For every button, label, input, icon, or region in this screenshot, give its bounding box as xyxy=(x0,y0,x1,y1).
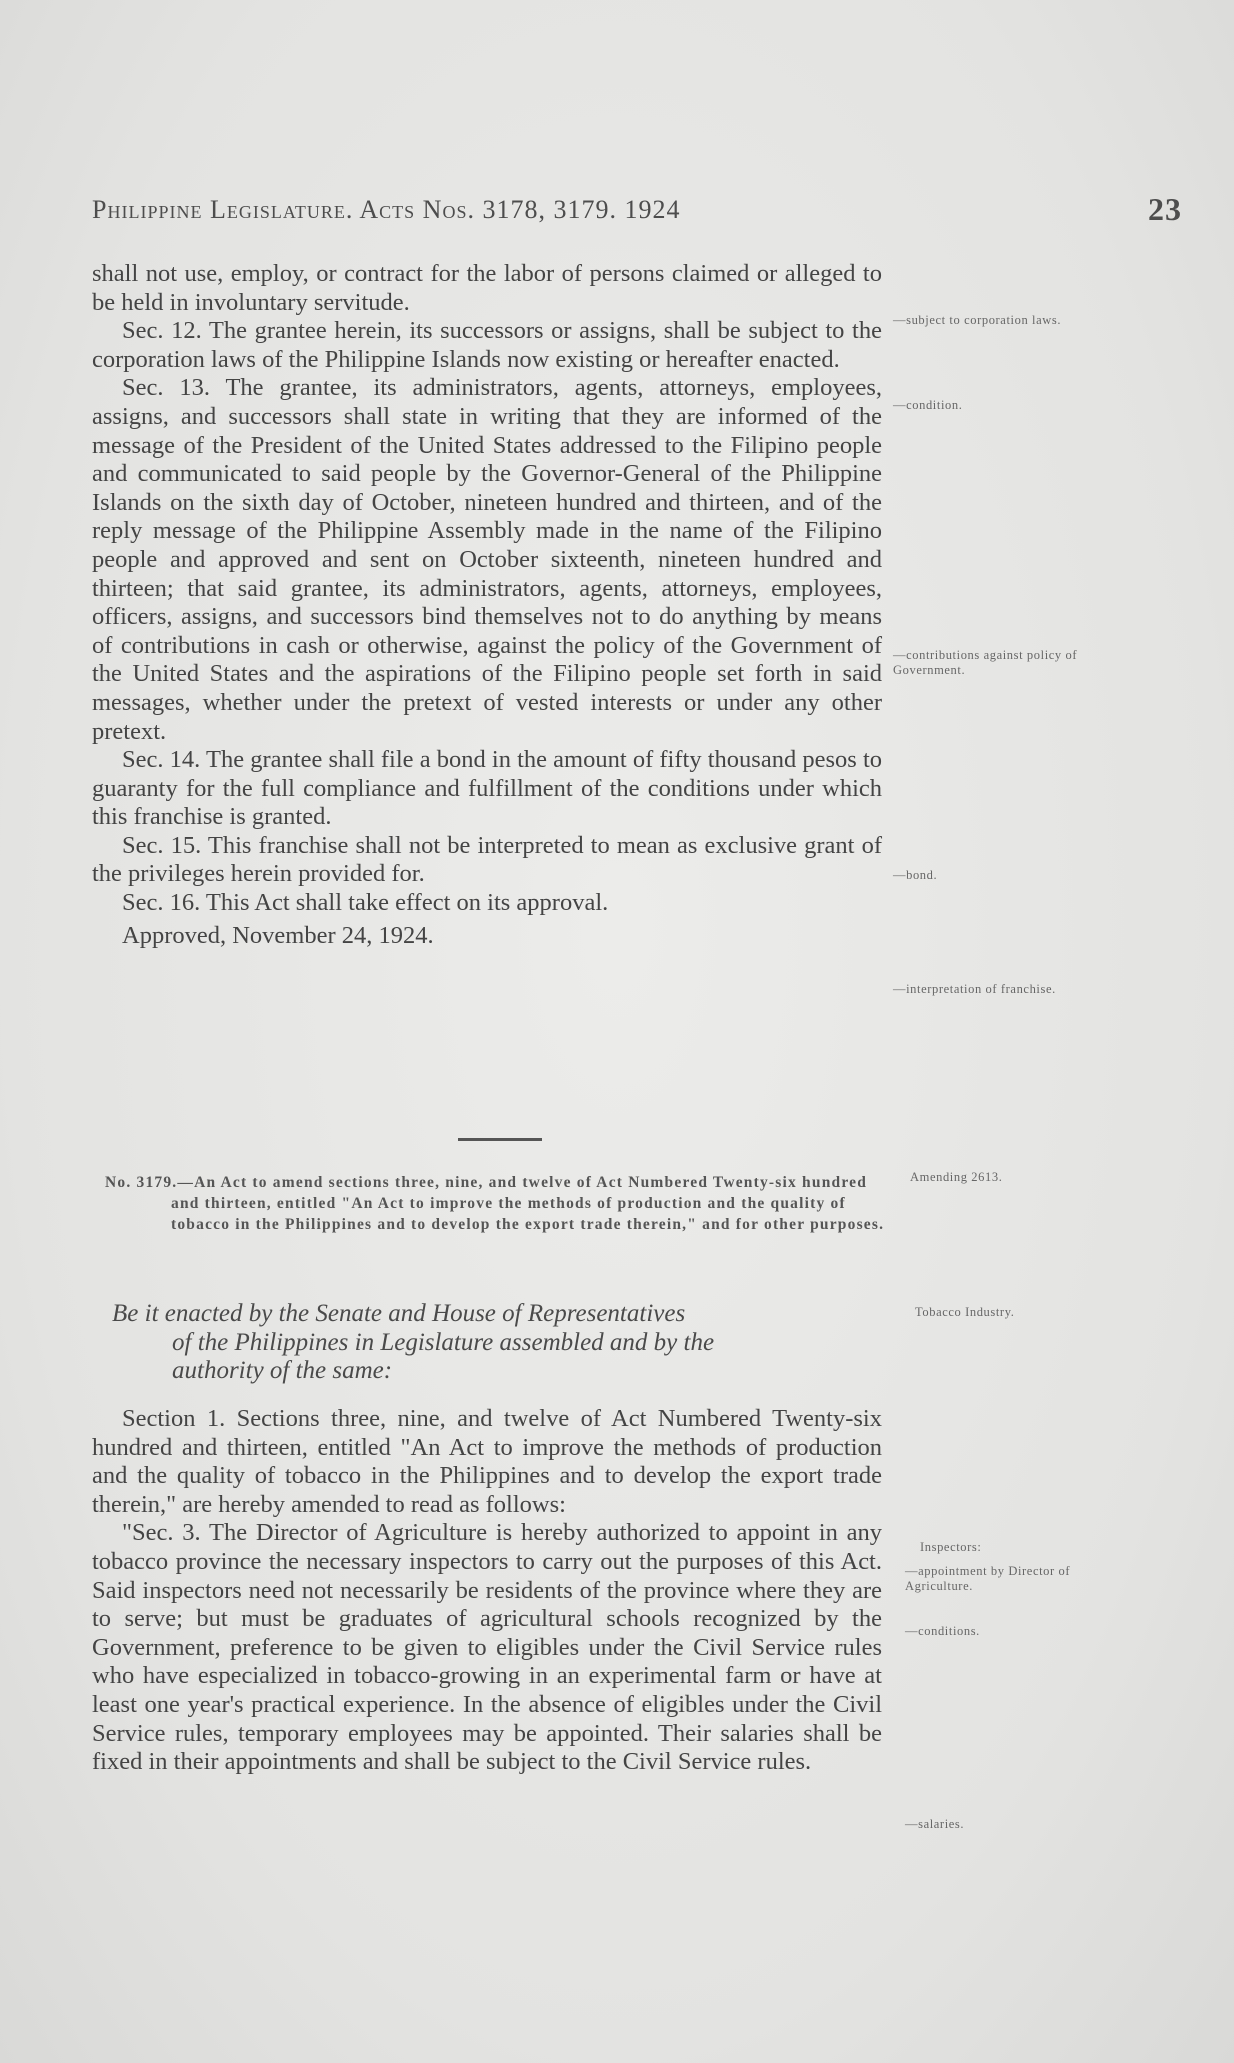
paragraph-sec15: Sec. 15. This franchise shall not be interpreted to mean as exclusive grant of the privileges herein provided for. xyxy=(92,831,882,888)
paragraph-section-1: Section 1. Sections three, nine, and twelve of Act Numbered Twenty-six hundred and thirteen, entitled "An Act to improve the methods of production and the quality of tobacco in the Philippines and to develop the export trade therein," are hereby amended to read as follows: xyxy=(92,1405,882,1518)
margin-note-appointment: —appointment by Director of Agriculture. xyxy=(905,1564,1071,1593)
enacting-line-1: Be it enacted by the Senate and House of Representatives xyxy=(112,1300,686,1327)
paragraph-sec13: Sec. 13. The grantee, its administrators, agents, attorneys, employees, assigns, and successors shall state in writing that they are informed of the message of the President of the United States addressed to the Filipino people and communicated to said people by the Governor-General of the Philippine Islands on the sixth day of October, nineteen hundred and thirteen, and of the reply message of the Philippine Assembly made in the name of the Filipino people and approved and sent on October sixteenth, nineteen hundred and thirteen; that said grantee, its administrators, agents, attorneys, employees, officers, assigns, and successors bind themselves not to do anything by means of contributions in cash or otherwise, against the policy of the Government of the United States and the aspirations of the Filipino people set forth in said messages, whether under the pretext of vested interests or under any other pretext. xyxy=(92,374,882,745)
enacting-line-3: authority of the same: xyxy=(172,1357,393,1385)
margin-note-contributions: —contributions against policy of Government. xyxy=(893,648,1078,677)
act-3178-text xyxy=(92,260,882,950)
page-number: 23 xyxy=(1148,191,1182,227)
paragraph-sec14: Sec. 14. The grantee shall file a bond in the amount of fifty thousand pesos to guaranty for the full compliance and fulfillment of the conditions under which this franchise is granted. xyxy=(92,746,882,831)
margin-note-corporation-laws: —subject to corporation laws. xyxy=(893,313,1062,327)
paragraph-sec12: Sec. 12. The grantee herein, its successors or assigns, shall be subject to the corporation laws of the Philippine Islands now existing or hereafter enacted. xyxy=(92,317,882,373)
margin-note-bond: —bond. xyxy=(893,868,938,882)
margin-note-interpretation: —interpretation of franchise. xyxy=(893,982,1056,996)
header-title: Philippine Legislature. Acts Nos. 3178, 3179. 1924 xyxy=(92,195,681,224)
act-title-text: No. 3179.—An Act to amend sections three, nine, and twelve of Act Numbered Twenty-six hundred and thirteen, entitled "An Act to improve the methods of production and the quality of tobacco in the Philippines and to develop the export trade therein," and for other purposes. xyxy=(105,1174,885,1233)
margin-note-conditions: —conditions. xyxy=(905,1624,980,1638)
margin-note-salaries: —salaries. xyxy=(905,1817,965,1831)
margin-note-inspectors: Inspectors: xyxy=(920,1540,982,1554)
paragraph-sec3-amended: "Sec. 3. The Director of Agriculture is hereby authorized to appoint in any tobacco province the necessary inspectors to carry out the purposes of this Act. Said inspectors need not necessarily be residents of the province where they are to serve; but must be graduates of agricultural schools recognized by the Government, preference to be given to eligibles under the Civil Service rules who have especialized in tobacco-growing in an experimental farm or have at least one year's practical experience. In the absence of eligibles under the Civil Service rules, temporary employees may be appointed. Their salaries shall be fixed in their appointments and shall be subject to the Civil Service rules. xyxy=(92,1519,882,1776)
margin-note-amending: Amending 2613. xyxy=(910,1170,1003,1184)
margin-note-condition: —condition. xyxy=(893,398,963,412)
act-3179-text xyxy=(92,1405,882,1777)
act-3179-title xyxy=(105,1172,895,1235)
paragraph-sec16: Sec. 16. This Act shall take effect on its approval. xyxy=(122,889,609,917)
approval-date: Approved, November 24, 1924. xyxy=(122,921,434,949)
enacting-clause xyxy=(112,1300,902,1386)
section-divider xyxy=(458,1138,542,1141)
enacting-line-2: of the Philippines in Legislature assembled and by the xyxy=(172,1328,715,1356)
margin-note-tobacco-industry: Tobacco Industry. xyxy=(915,1305,1015,1319)
paragraph-sec11-end: shall not use, employ, or contract for the labor of persons claimed or alleged to be held in involuntary servitude. xyxy=(92,260,882,316)
